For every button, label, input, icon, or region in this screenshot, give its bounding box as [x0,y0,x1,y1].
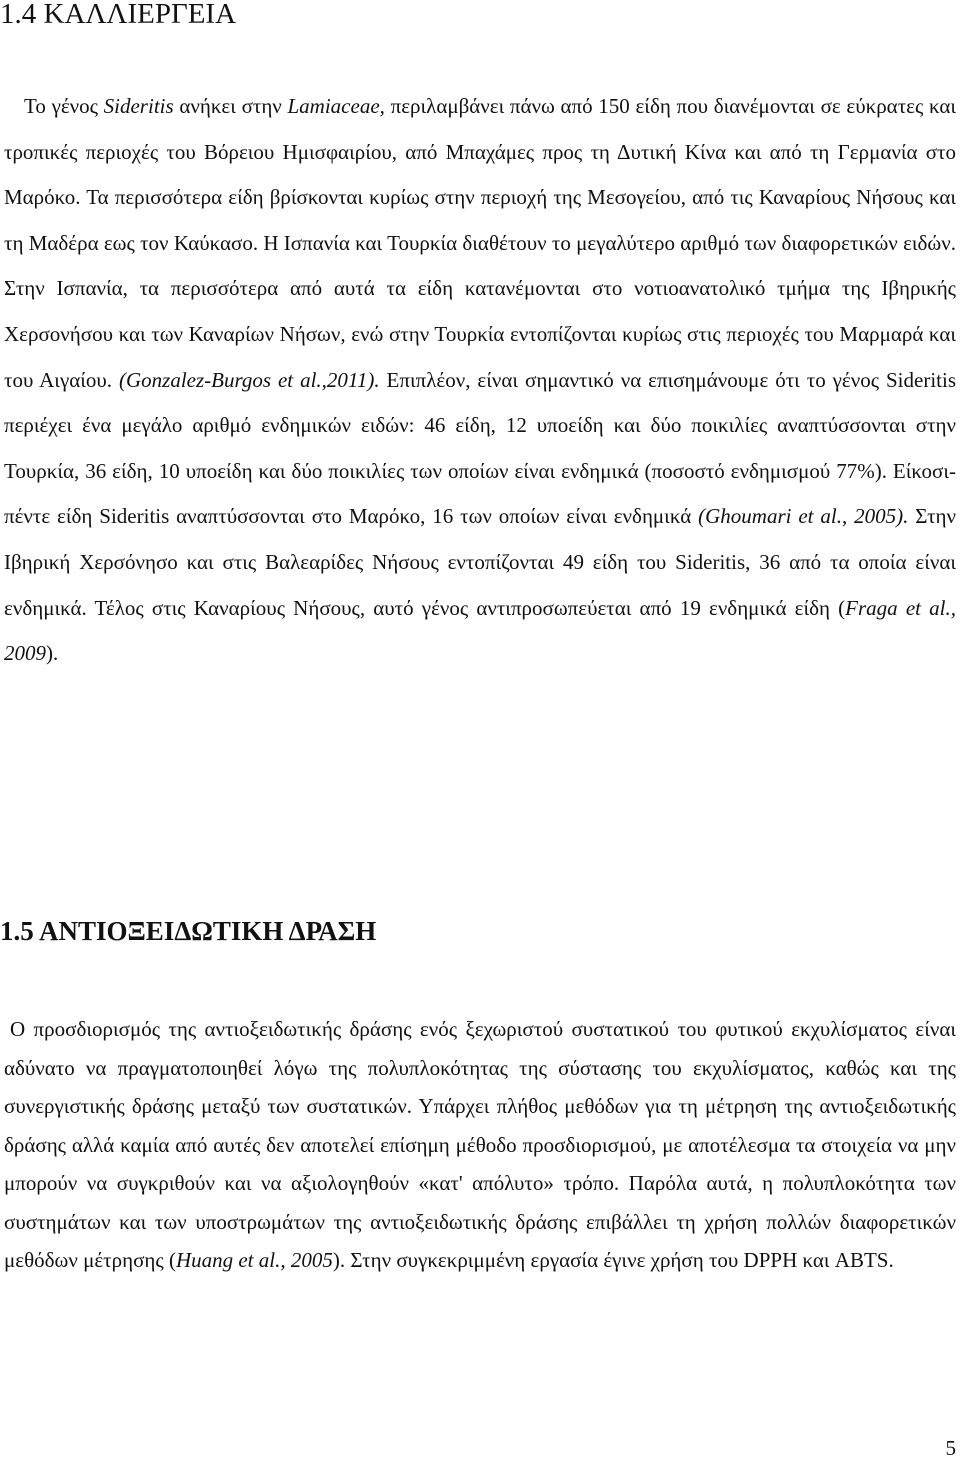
text-run: ). Στην συγκεκριμμένη εργασία έγινε χρήση του DPPH και ABTS. [332,1248,894,1272]
page-number: 5 [945,1436,956,1460]
citation-ghoumari: (Ghoumari et al., 2005). [698,504,909,529]
text-run: ). [46,641,59,666]
family-name: Lamiaceae [287,94,380,118]
citation-huang: Huang et al., 2005 [175,1248,333,1272]
text-run: Ο προσδιορισμός της αντιοξειδωτικής δράσης ενός ξεχωριστού συστατικού του φυτικού εκχυλίσματος είναι αδύνατο να πραγματοποιηθεί λόγω της πολυπλοκότητας της σύστασης του εκχυλίσματος, καθώς και της συνεργιστικής δράσης μεταξύ των συστατικών. Υπάρχει πλήθος μεθόδων για τη μέτρηση της αντιοξειδωτικής δράσης αλλά καμία από αυτές δεν αποτελεί επίσημη μέθοδο προσδιορισμού, με αποτέλεσμα τα στοιχεία να μην μπορούν να συγκριθούν και να αξιολογηθούν «κατ' απόλυτο» τρόπο. Παρόλα αυτά, η πολυπλοκότητα των συστημάτων και των υποστρωμάτων της αντιοξειδωτικής δράσης επιβάλλει τη χρήση πολλών διαφορετικών μεθόδων μέτρησης ( [4,1017,956,1272]
paragraph-antioxidant-activity [4,1010,956,1280]
citation-fraga: Fraga et al., 2009 [4,595,956,666]
text-run: Επιπλέον, είναι σημαντικό να επισημάνουμε ότι το γένος Sideritis περιέχει ένα μεγάλο αριθμό ενδημικών ειδών: 46 είδη, 12 υποείδη και δύο ποικιλίες αναπτύσσονται στην Τουρκία, 36 είδη, 10 υποείδη και δύο ποικιλίες των οποίων είναι ενδημικά (ποσοστό ενδημισμού 77%). Είκοσι-πέντε είδη Sideritis αναπτύσσονται στο Μαρόκο, 16 των οποίων είναι ενδημικά [4,367,956,529]
text-run: ανήκει στην [173,94,288,118]
paragraph-cultivation [4,84,956,677]
section-heading-cultivation: 1.4 ΚΑΛΛΙΕΡΓΕΙΑ [0,0,237,30]
text-run: Το γένος [24,94,104,118]
text-run: Στην Ιβηρική Χερσόνησο και στις Βαλεαρίδες Νήσους εντοπίζονται 49 είδη του Sideritis, 36 από τα οποία είναι ενδημικά. Τέλος στις Καναρίους Νήσους, αυτό γένος αντιπροσωπεύεται από 19 ενδημικά είδη ( [4,504,956,620]
section-heading-antioxidant-activity: 1.5 ΑΝΤΙΟΞΕΙΔΩΤΙΚΗ ΔΡΑΣΗ [0,916,377,946]
citation-gonzalez-burgos: (Gonzalez-Burgos et al.,2011). [118,367,380,392]
text-run: , περιλαμβάνει πάνω από 150 είδη που διανέμονται σε εύκρατες και τροπικές περιοχές του Βόρειου Ημισφαιρίου, από Μπαχάμες προς τη Δυτική Κίνα και από τη Γερμανία στο Μαρόκο. Τα περισσότερα είδη βρίσκονται κυρίως στην περιοχή της Μεσογείου, από τις Καναρίους Νήσους και τη Μαδέρα εως τον Καύκασο. Η Ισπανία και Τουρκία διαθέτουν το μεγαλύτερο αριθμό των διαφορετικών ειδών. Στην Ισπανία, τα περισσότερα από αυτά τα είδη κατανέμονται στο νοτιοανατολικό τμήμα της Ιβηρικής Χερσονήσου και των Καναρίων Νήσων, ενώ στην Τουρκία εντοπίζονται κυρίως στις περιοχές του Μαρμαρά και του Αιγαίου. [4,94,956,392]
genus-name: Sideritis [103,94,174,118]
